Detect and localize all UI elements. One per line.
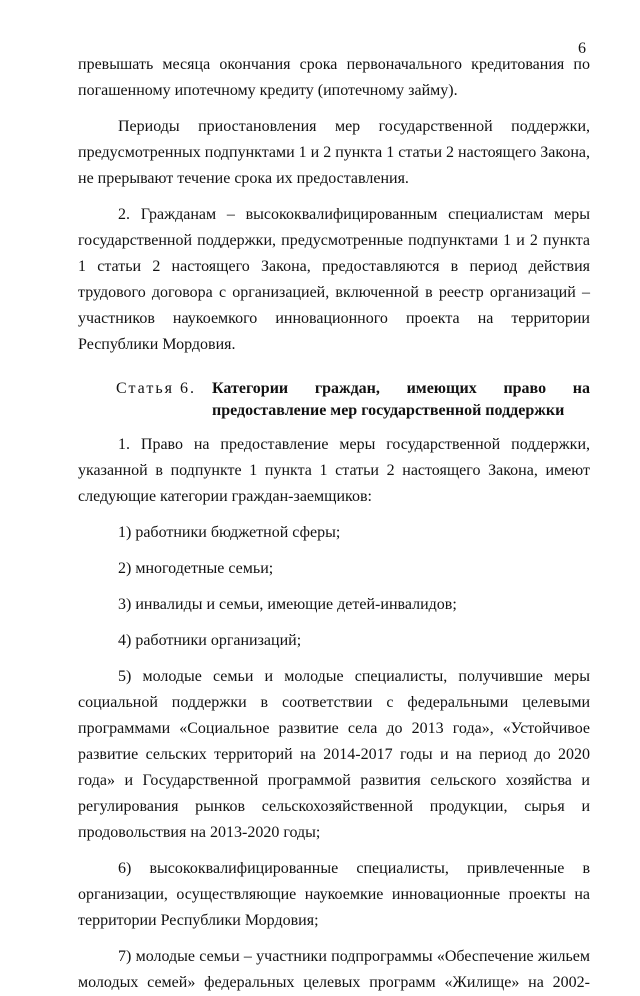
list-item: 1) работники бюджетной сферы; [118,524,341,541]
paragraph-periods-line1: Периоды приостановления мер государственной поддержки, [118,118,590,135]
list-item: 3) инвалиды и семьи, имеющие детей-инвалидов; [118,596,457,613]
paragraph-periods-rest: предусмотренных подпунктами 1 и 2 пункта 1 статьи 2 настоящего Закона, не прерывают течение срока их предоставления. [78,144,590,187]
item-5-line1: 5) молодые семьи и молодые специалисты, получившие меры [118,668,590,685]
point-1-intro-line1: 1. Право на предоставление меры государственной поддержки, [118,436,590,453]
item-6-rest: организации, осуществляющие наукоемкие инновационные проекты на территории Республики Мордовия; [78,886,590,929]
list-item: 4) работники организаций; [118,632,302,649]
item-6-line1: 6) высококвалифицированные специалисты, привлеченные в [118,860,590,877]
page-number: 6 [578,40,586,57]
point-1-intro-rest: указанной в подпункте 1 пункта 1 статьи 2 настоящего Закона, имеют следующие категории граждан-заемщиков: [78,462,590,505]
item-7-rest: молодых семей» федеральных целевых программ «Жилище» на 2002- [78,974,590,991]
paragraph-point-2-line1: 2. Гражданам – высококвалифицированным специалистам меры [118,206,590,223]
paragraph-continuation-rest: погашенному ипотечному кредиту (ипотечному займу). [78,82,458,99]
article-title-line1: Категории граждан, имеющих право на [212,380,590,397]
article-label: Статья 6. [116,380,196,397]
page-content [78,52,590,996]
article-title [212,378,590,422]
paragraph-continuation-line1: превышать месяца окончания срока первоначального кредитования по [78,56,590,73]
list-item: 2) многодетные семьи; [118,560,274,577]
item-7-line1: 7) молодые семьи – участники подпрограммы «Обеспечение жильем [118,948,590,965]
paragraph-point-2-rest: государственной поддержки, предусмотренные подпунктами 1 и 2 пункта 1 статьи 2 настоящего Закона, предоставляются в период действия трудового договора с организацией, включенной в реестр организаций – участников наукоемкого инновационного проекта на территории Республики Мордовия. [78,232,590,353]
item-5-rest: социальной поддержки в соответствии с федеральными целевыми программами «Социальное развитие села до 2013 года», «Устойчивое развитие сельских территорий на 2014-2017 годы и на период до 2020 года» и Государственной программой развития сельского хозяйства и регулирования рынков сельскохозяйственной продукции, сырья и продовольствия на 2013-2020 годы; [78,694,590,841]
article-title-line2: предоставление мер государственной поддержки [212,402,565,419]
article-heading [116,378,590,422]
